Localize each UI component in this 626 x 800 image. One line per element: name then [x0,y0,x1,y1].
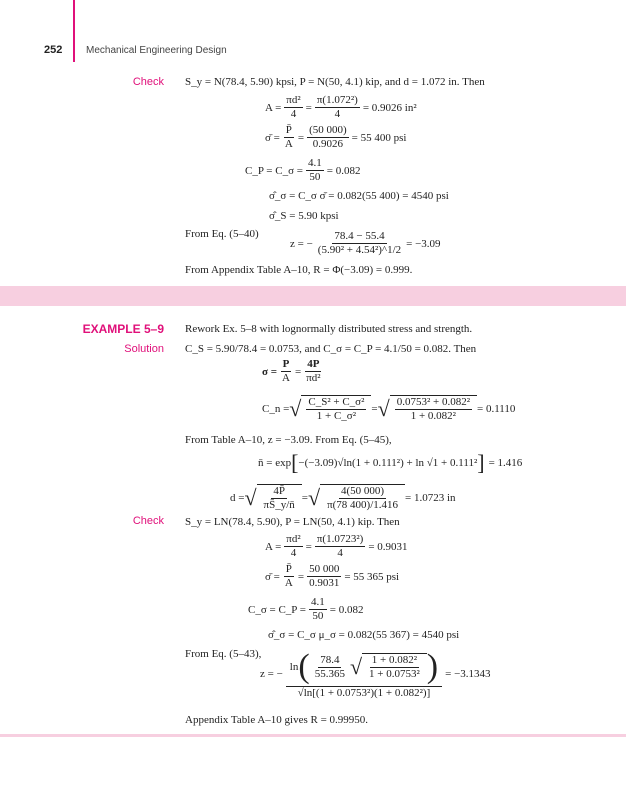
cp-equation: C_P = C_σ = $\frac{4.1}{50}$ = 0.082 [245,157,361,183]
section-divider [0,286,626,306]
example-label: EXAMPLE 5–9 [82,322,164,336]
z-equation-2: z = − ln ( $\frac{78.4}{55.365}$ √ $\frac{\text{1 + 0.082²}}{\text{1 + 0.0753²}}$ ) √ln[(1 + 0.0753²)(1 + 0.082²)] = −3.1343 [260,648,491,699]
check-label-2: Check [132,515,164,527]
running-title: Mechanical Engineering Design [86,45,227,56]
sigma-equation-2: σ̄ = $\frac{P̄}{A}$ = $\frac{50 000}{0.9031}$ = 55 365 psi [265,563,400,589]
d-equation: d = √ $\frac{4P̄}{\pi S̄\_y/n̄}$ = √ $\frac{4(50 000)}{\pi(78 400)/1.416}$ = 1.0723 in [230,485,456,511]
appendix-line: From Appendix Table A–10, R = Φ(−3.09) = 0.999. [185,264,413,276]
shat-equation: σ̂_S = 5.90 kpsi [269,210,339,222]
page-number: 252 [44,44,63,56]
check-intro: S_y = N(78.4, 5.90) kpsi, P = N(50, 4.1) kip, and d = 1.072 in. Then [185,76,485,88]
example-statement: Rework Ex. 5–8 with lognormally distributed stress and strength. [185,323,473,335]
cs-line: C_S = 5.90/78.4 = 0.0753, and C_σ = C_P = 4.1/50 = 0.082. Then [185,343,477,355]
area-equation-2: A = $\frac{\text{πd²}}{4}$ = $\frac{\text{π(1.0723²)}}{4}$ = 0.9031 [265,533,408,559]
header-rule [73,0,75,62]
final-line: Appendix Table A–10 gives R = 0.99950. [185,714,369,726]
cn-equation: C_n = √ $\frac{\text{C\_S² + C\_σ²}}{\text{1 + C\_σ²}}$ = √ $\frac{\text{0.0753² + 0.082²}}{\text{1 + 0.082²}}$ = 0.1110 [262,396,516,422]
sighat-equation: σ̂_σ = C_σ σ̄ = 0.082(55 400) = 4540 psi [269,190,449,202]
table-line: From Table A–10, z = −3.09. From Eq. (5–45), [185,434,392,446]
from-eq-label: From Eq. (5–40) [185,228,259,240]
nbar-equation: n̄ = exp [ −(−3.09)√ln(1 + 0.111²) + ln √1 + 0.111² ] = 1.416 [258,450,523,475]
from-eq-label-2: From Eq. (5–43), [185,648,262,660]
z-equation: z = − $\frac{78.4 - 55.4}{\text{(5.90² + 4.54²)\textasciicircum{}1/2}}$ = −3.09 [290,230,441,256]
check-intro-2: S_y = LN(78.4, 5.90), P = LN(50, 4.1) kip. Then [185,516,400,528]
sigma-definition: σ = $\frac{P}{A}$ = $\frac{4P}{\text{πd²}}$ [262,358,321,384]
check-label: Check [132,76,164,88]
area-equation: A = $\frac{\text{πd²}}{4}$ = $\frac{\text{π(1.072²)}}{4}$ = 0.9026 in² [265,94,417,120]
bottom-rule [0,734,626,737]
solution-label: Solution [124,343,164,355]
c-equation-2: C_σ = C_P = $\frac{4.1}{50}$ = 0.082 [248,596,364,622]
sighat-equation-2: σ̂_σ = C_σ μ_σ = 0.082(55 367) = 4540 psi [268,629,460,641]
sigma-equation: σ̄ = $\frac{P̄}{A}$ = $\frac{(50 000)}{0.9026}$ = 55 400 psi [265,124,407,150]
